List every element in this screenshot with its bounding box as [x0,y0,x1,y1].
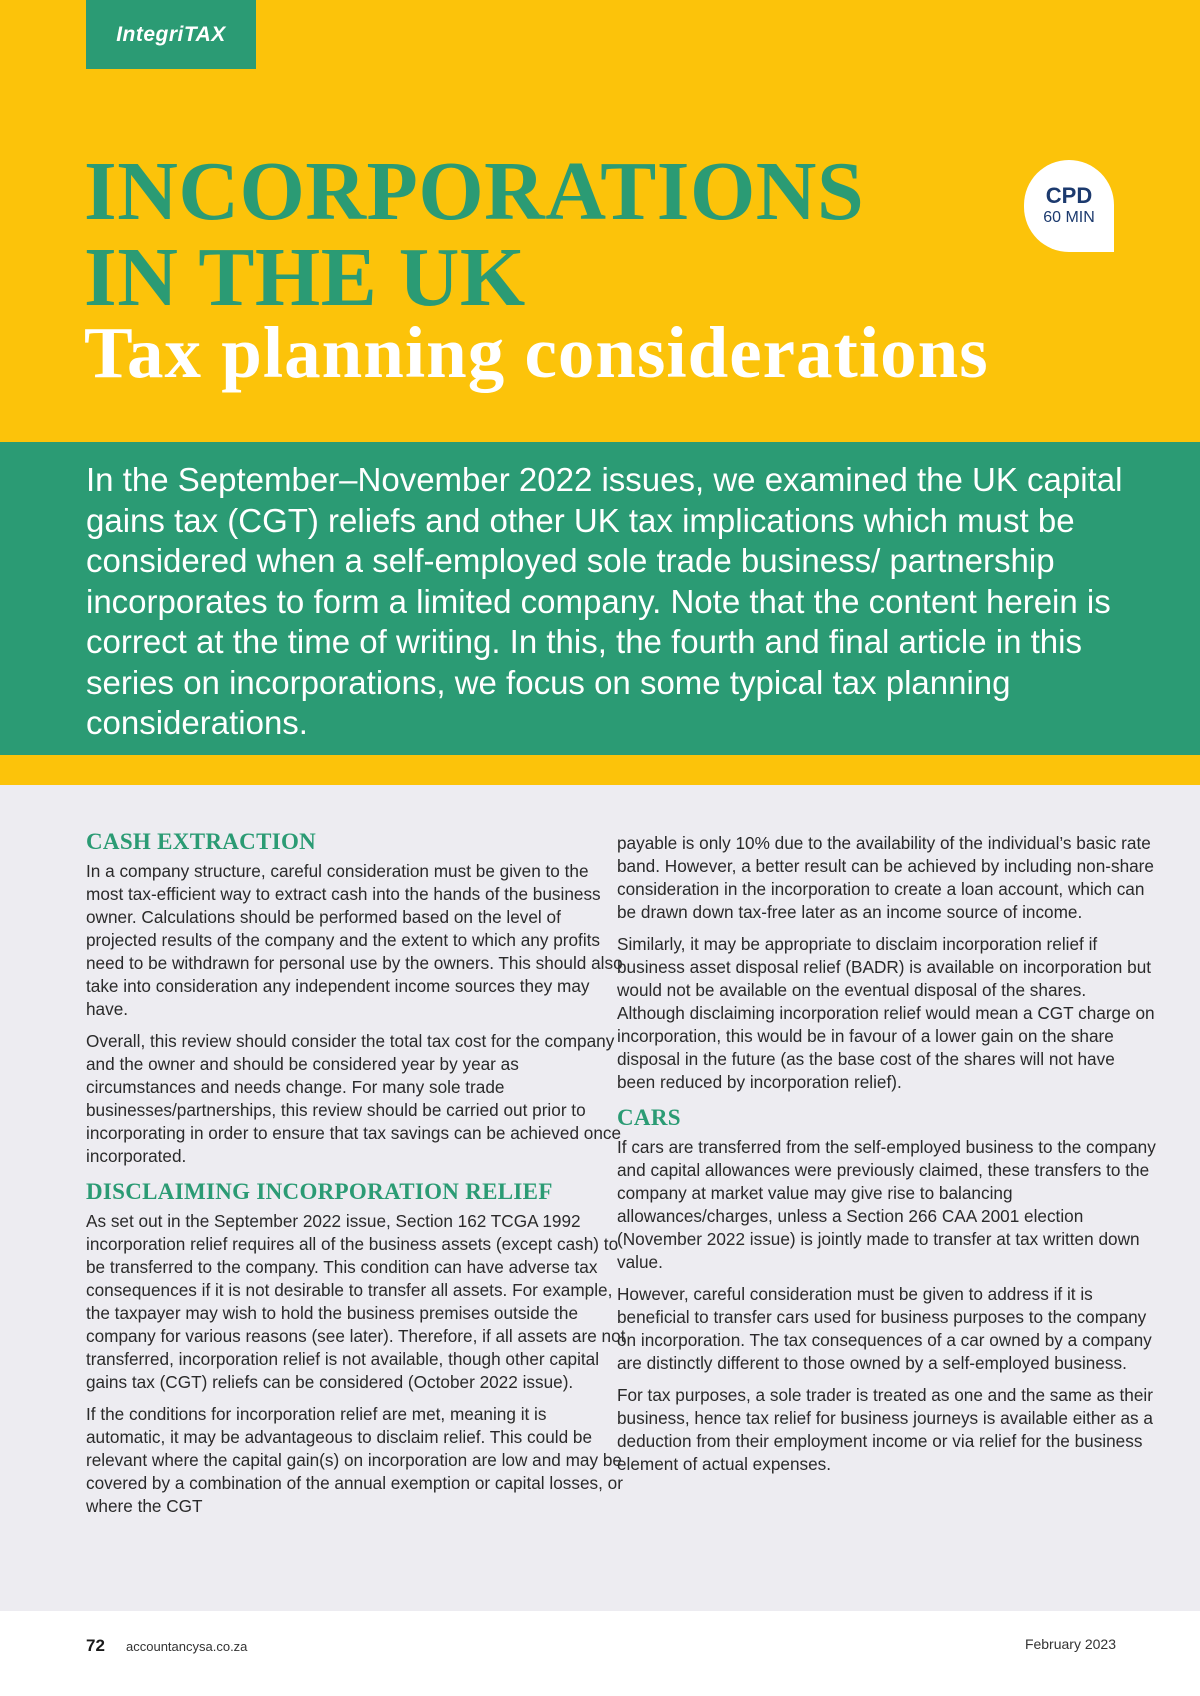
page-title-line-1: INCORPORATIONS [84,145,865,238]
divider-strip [0,755,1200,785]
paragraph: If the conditions for incorporation relief are met, meaning it is automatic, it may be advantageous to disclaim relief. This could be relevant where the capital gain(s) on incorporation are low and may be covered by a combination of the annual exemption or capital losses, or where the CGT [86,1404,623,1516]
page-title-line-2: IN THE UK [84,231,526,324]
paragraph: However, careful consideration must be given to address if it is beneficial to transfer cars used for business purposes to the company on incorporation. The tax consequences of a car owned by a company are distinctly different to those owned by a self-employed business. [617,1284,1152,1373]
section-heading-disclaiming-relief: DISCLAIMING INCORPORATION RELIEF [86,1179,553,1204]
section-heading-cash-extraction: CASH EXTRACTION [86,829,317,854]
paragraph: As set out in the September 2022 issue, Section 162 TCGA 1992 incorporation relief requires all of the business assets (except cash) to be transferred to the company. This condition can have adverse tax consequences if it is not desirable to transfer all assets. For example, the taxpayer may wish to hold the business premises outside the company for various reasons (see later). Therefore, if all assets are not transferred, incorporation relief is not available, though other capital gains tax (CGT) reliefs can be considered (October 2022 issue). [86,1211,626,1392]
page-subtitle: Tax planning considerations [84,312,989,393]
paragraph: For tax purposes, a sole trader is treated as one and the same as their business, hence tax relief for business journeys is available either as a deduction from their employment income or via relief for the business element of actual expenses. [617,1385,1153,1474]
cpd-badge [1024,160,1114,252]
left-column [86,828,626,1527]
section-heading-cars: CARS [617,1105,681,1130]
right-column [617,832,1157,1485]
brand-name: IntegriTAX [116,22,226,46]
cpd-duration: 60 MIN [1043,209,1095,226]
intro-paragraph: In the September–November 2022 issues, we examined the UK capital gains tax (CGT) reliefs and other UK tax implications which must be considered when a self-employed sole trade business/ partnership incorporates to form a limited company. Note that the content herein is correct at the time of writing. In this, the fourth and final article in this series on incorporations, we focus on some typical tax planning considerations. [86,461,1123,741]
paragraph: In a company structure, careful consideration must be given to the most tax-efficient way to extract cash into the hands of the business owner. Calculations should be performed based on the level of projected results of the company and the extent to which any profits need to be withdrawn for personal use by the owners. This should also take into consideration any independent income sources they may have. [86,861,623,1019]
paragraph: payable is only 10% due to the availability of the individual’s basic rate band. However, a better result can be achieved by including non-share consideration in the incorporation to create a loan account, which can be drawn down tax-free later as an income source of income. [617,833,1154,922]
issue-date: February 2023 [1024,1636,1116,1652]
paragraph: Overall, this review should consider the total tax cost for the company and the owner and should be considered year by year as circumstances and needs change. For many sole trade businesses/partnerships, this review should be carried out prior to incorporating in order to ensure that tax savings can be achieved once incorporated. [86,1031,622,1166]
page-number: 72 [86,1636,105,1655]
paragraph: Similarly, it may be appropriate to disclaim incorporation relief if business asset disposal relief (BADR) is available on incorporation but would not be available on the eventual disposal of the shares. Although disclaiming incorporation relief would mean a CGT charge on incorporation, this would be in favour of a lower gain on the share disposal in the future (as the base cost of the shares will not have been reduced by incorporation relief). [617,934,1155,1092]
brand-logo [86,0,256,69]
paragraph: If cars are transferred from the self-employed business to the company and capital allowances were previously claimed, these transfers to the company at market value may give rise to balancing allowances/charges, unless a Section 266 CAA 2001 election (November 2022 issue) is jointly made to transfer at tax written down value. [617,1137,1156,1272]
website-link[interactable]: accountancysa.co.za [126,1639,248,1654]
cpd-label: CPD [1045,183,1093,208]
